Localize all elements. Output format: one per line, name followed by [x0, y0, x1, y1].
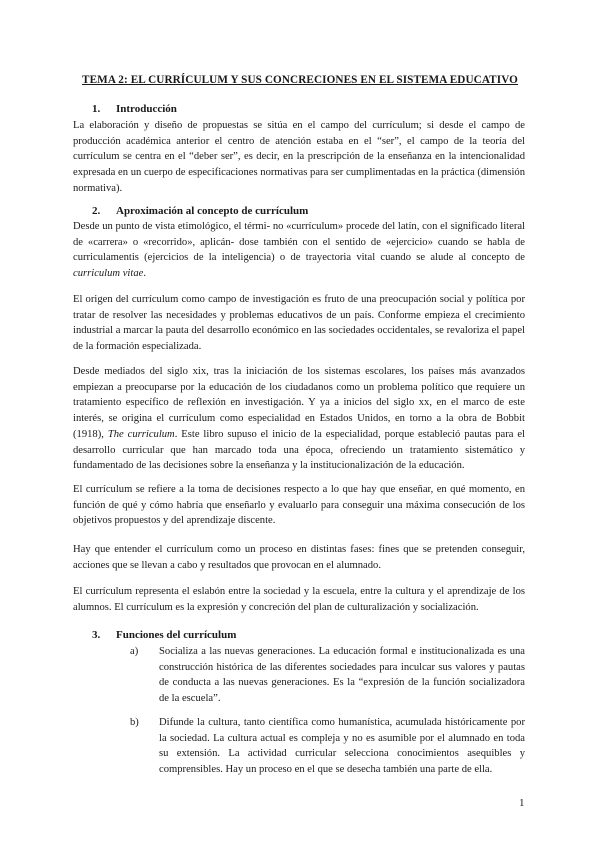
section-heading-aproximacion	[92, 205, 308, 217]
paragraph-text: Desde mediados del siglo xix, tras la iniciación de los sistemas escolares, los países más avanzados empiezan a preocuparse por la educación de los ciudadanos como un problema político que requiere un tratamiento específico de reflexión en investigación. Y ya a inicios del siglo xx, en el marco de este interés, se origina el currículum como especialidad en Estados Unidos, en torno a la obra de Bobbit (1918),	[73, 366, 525, 440]
paragraph-link: El currículum representa el eslabón entre la sociedad y la escuela, entre la cultura y el aprendizaje de los alumnos. El currículum es la expresión y concreción del plan de culturalización y socialización.	[73, 586, 525, 613]
list-marker: a)	[130, 646, 139, 657]
list-item-text: Socializa a las nuevas generaciones. La educación formal e institucionalizada es una construcción histórica de las diferentes sociedades para inculcar sus valores y pautas de conducta a las nuevas generaciones. Es la “expresión de la función socializadora de la escuela”.	[159, 646, 525, 705]
paragraph-process: Hay que entender el currículum como un proceso en distintas fases: fines que se pretenden conseguir, acciones que se llevan a cabo y resultados que provocan en el alumnado.	[73, 544, 525, 571]
list-marker: b)	[130, 717, 139, 728]
paragraph-history	[73, 364, 525, 474]
section-title: Funciones del currículum	[116, 629, 237, 641]
paragraph-text-cont: . Este libro supuso el inicio de la especialidad, porque estableció pautas para el desarrollo curricular que han marcado toda una época, ofreciendo un tratamiento sistemático y fundamentado de las decisiones sobre la enseñanza y la institucionalización de la educación.	[73, 428, 526, 472]
section-heading-funciones	[92, 629, 236, 641]
paragraph-decisions: El currículum se refiere a la toma de decisiones respecto a lo que hay que enseñar, en qué momento, en función de qué y cómo habría que enseñarlo y evaluarlo para conseguir una máxima consecución de los objetivos propuestos y del aprendizaje discente.	[73, 484, 525, 527]
list-item-text: Difunde la cultura, tanto científica como humanística, acumulada históricamente por la sociedad. La cultura actual es compleja y no es asumible por el alumnado en toda su extensión. La actividad curricular selecciona conocimientos asequibles y comprensibles. Hay un proceso en el que se desecha también una parte de ella.	[159, 717, 525, 776]
section-heading-introduccion	[92, 103, 177, 115]
section-number: 2.	[92, 205, 101, 217]
italic-book-title: The curriculum	[107, 428, 175, 440]
document-title: TEMA 2: EL CURRÍCULUM Y SUS CONCRECIONES EN EL SISTEMA EDUCATIVO	[82, 74, 518, 86]
paragraph-intro: La elaboración y diseño de propuestas se sitúa en el campo del currículum; si desde el campo de producción académica anterior el centro de atención estaba en el “ser”, el campo de la teoría del currículum se centra en el “deber ser”, es decir, en la prescripción de la enseñanza en la intencionalidad expresada en un cuerpo de especificaciones normativas para ser cumplimentadas en la práctica (dimensión normativa).	[73, 120, 525, 194]
section-number: 1.	[92, 103, 101, 115]
section-title: Aproximación al concepto de currículum	[116, 205, 309, 217]
paragraph-text-end: .	[143, 268, 146, 280]
section-title: Introducción	[116, 103, 177, 115]
section-number: 3.	[92, 629, 101, 641]
page-number: 1	[519, 797, 525, 809]
paragraph-etymology	[73, 219, 525, 282]
paragraph-text: Desde un punto de vista etimológico, el térmi- no «currículum» procede del latín, con el significado literal de «carrera» o «recorrido», aplicán- dose también con el sentido de «ejercicio» cuando se habla de curriculamentis (ejercicios de la inteligencia) o de trayectoria vital cuando se alude al concepto de	[73, 221, 525, 264]
paragraph-origin: El origen del currículum como campo de investigación es fruto de una preocupación social y política por tratar de resolver las necesidades y problemas educativos de un país. Conforme empieza el crecimiento industrial a marcar la pauta del desarrollo económico en las sociedades occidentales, se revaloriza el papel de la formación especializada.	[73, 294, 525, 353]
italic-term: curriculum vitae	[73, 268, 144, 280]
